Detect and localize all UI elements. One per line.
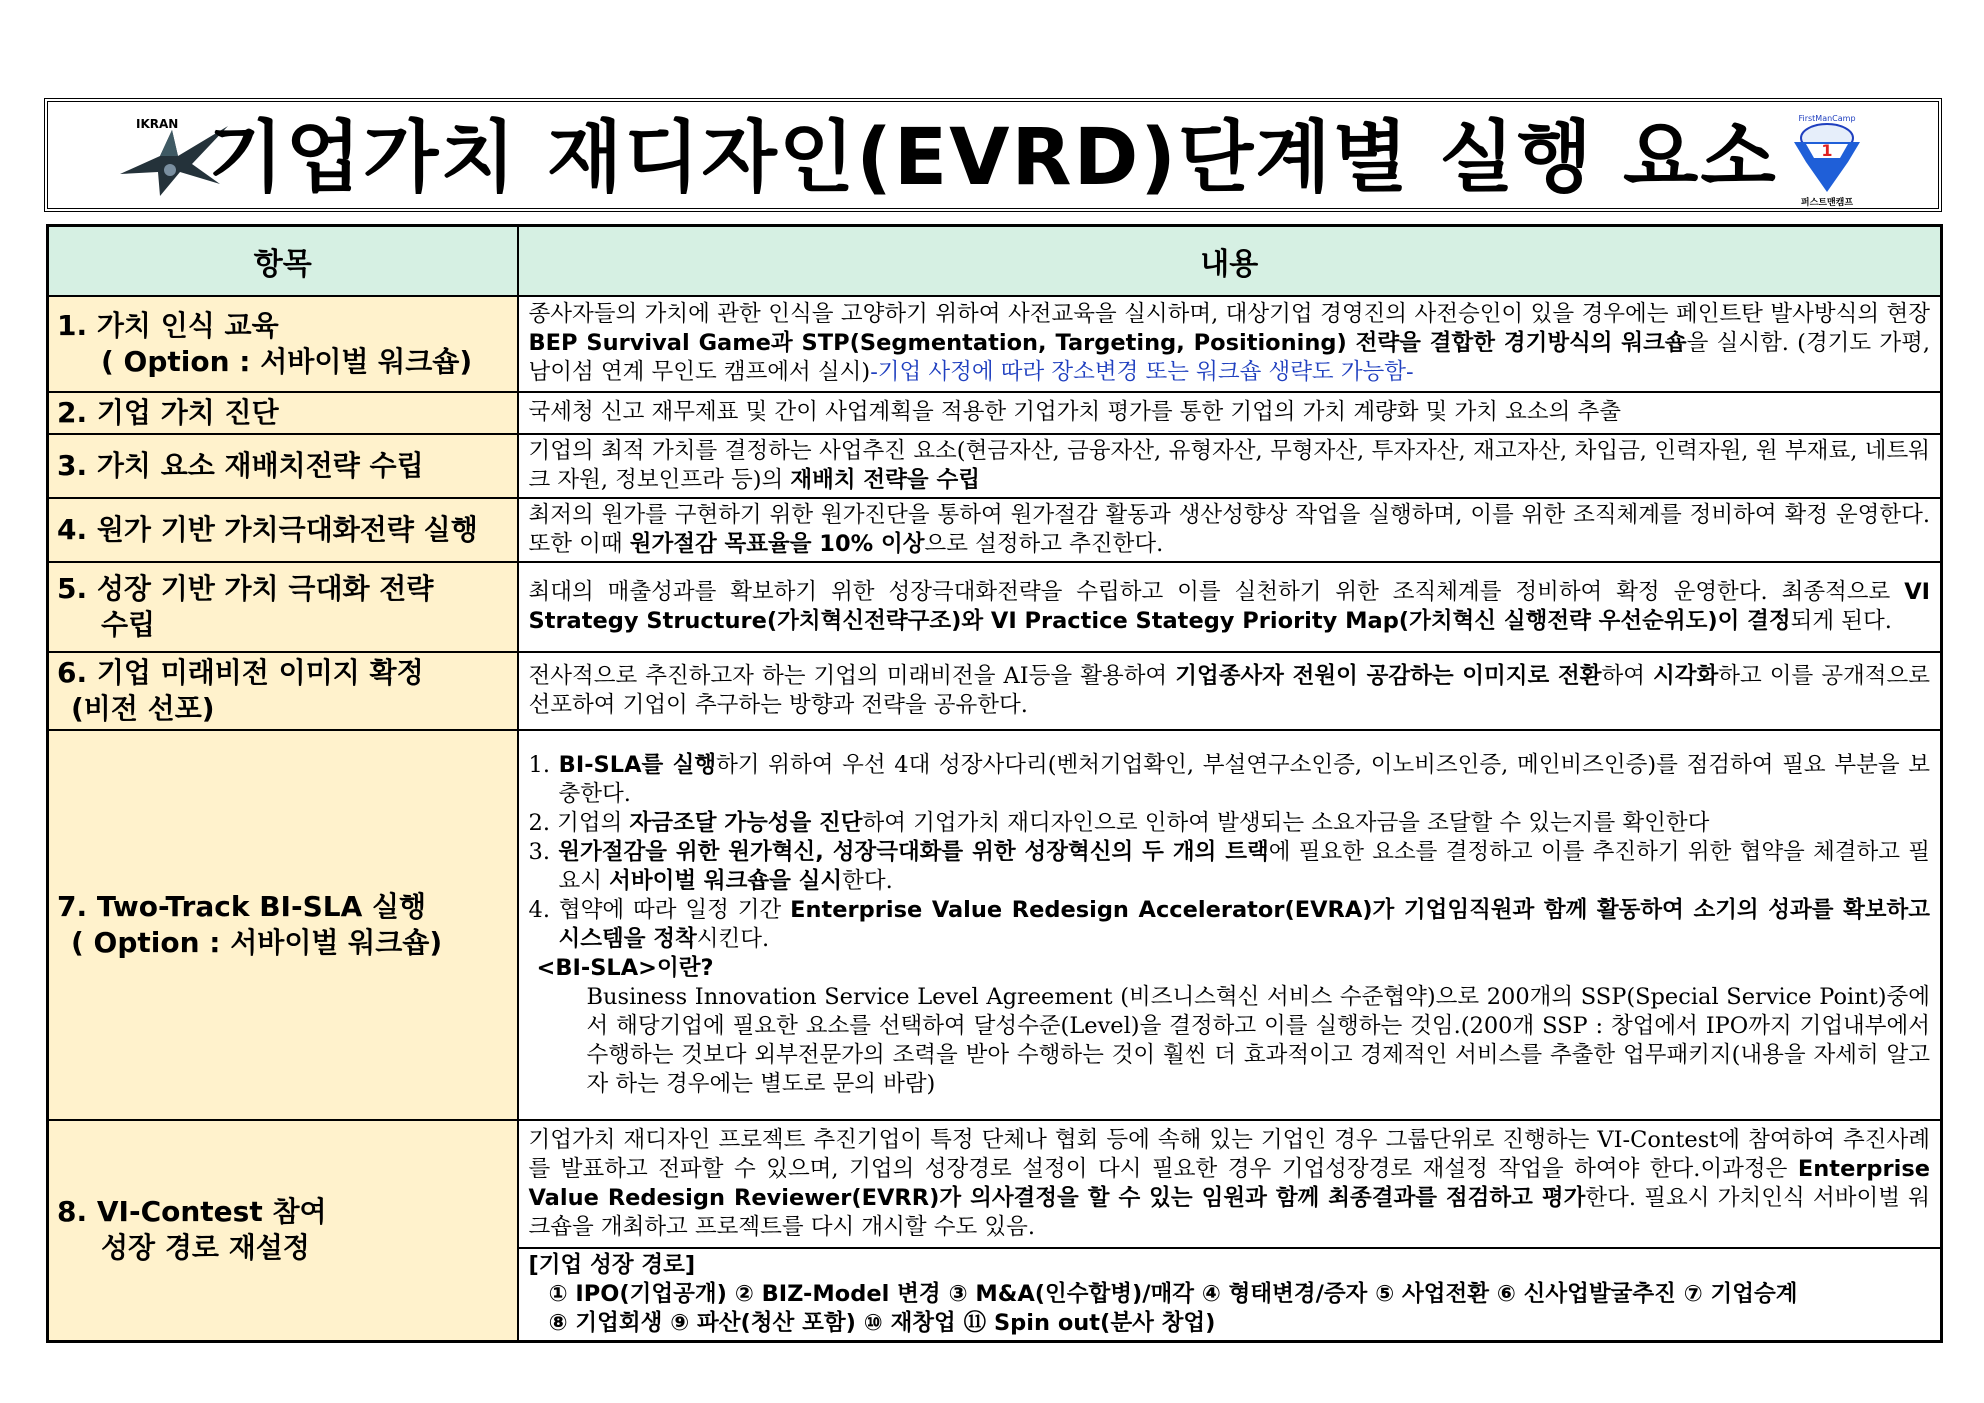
growth-path-cell (518, 1248, 1942, 1342)
bi-sla-note-title: <BI-SLA>이란? (536, 954, 714, 981)
row-content-4 (518, 498, 1942, 562)
table-row (48, 652, 1942, 730)
column-header-item: 항목 (48, 226, 518, 296)
item-subtitle: 성장 경로 재설정 (101, 1231, 310, 1264)
bi-sla-note-body: Business Innovation Service Level Agreement (비즈니스혁신 서비스 수준협약)으로 200개의 SSP(Special Service Point)중에서 해당기업에 필요한 요소를 선택하여 달성수준(Level)을 결정하고 이를 실행하는 것임.(200개 SSP : 창업에서 IPO까지 기업내부에서 수행하는 것보다 외부전문가의 조력을 받아 수행하는 것이 훨씬 더 효과적이고 경제적인 서비스를 추출한 업무패키지(내용을 자세히 알고자 하는 경우에는 별도로 문의 바람) (586, 983, 1930, 1097)
row-content-5 (518, 562, 1942, 652)
content-text: 기업가치 재디자인 프로젝트 추진기업이 특정 단체나 협회 등에 속해 있는 기업인 경우 그룹단위로 진행하는 VI-Contest에 참여하여 추진사례를 발표하고 전파할 수 있으며, 기업의 성장경로 설정이 다시 필요한 경우 기업성장경로 재설정 작업을 하여야 한다.이과정은 (528, 1126, 1930, 1182)
execution-elements-table (46, 224, 1943, 1343)
content-bold-text: 시각화 (1653, 662, 1719, 689)
item-subtitle: ( Option : 서바이벌 워크숍) (71, 925, 443, 959)
logo-right-text: FirstManCamp (1798, 114, 1856, 123)
content-bold-text: 기업종사자 전원이 공감하는 이미지로 전환 (1175, 662, 1602, 689)
table-row (48, 730, 1942, 1120)
item-subtitle: ( Option : 서바이벌 워크숍) (101, 344, 473, 378)
item-title: 5. 성장 기반 가치 극대화 전략 (57, 571, 434, 605)
item-title: 8. VI-Contest 참여 (57, 1195, 327, 1228)
row-item-8 (48, 1120, 518, 1342)
content-text: 되게 된다. (1790, 607, 1892, 634)
content-blue-note: -기업 사정에 따라 장소변경 또는 워크숍 생략도 가능함- (870, 359, 1414, 385)
row-item-6 (48, 652, 518, 730)
item-title: 3. 가치 요소 재배치전략 수립 (57, 448, 424, 482)
content-bold-text: VI Strategy Structure(가치혁신전략구조)와 VI Practice Stategy Priority Map(가치혁신 실행전략 우선순위도)이 결정 (528, 578, 1930, 634)
content-text: 하여 (1601, 662, 1654, 689)
content-bold-text: Enterprise Value Redesign Reviewer(EVRR)가 의사결정을 할 수 있는 임원과 함께 최종결과를 점검하고 평가 (528, 1155, 1930, 1211)
content-text: 최대의 매출성과를 확보하기 위한 성장극대화전략을 수립하고 이를 실천하기 위한 조직체계를 정비하여 확정 운영한다. 최종적으로 (528, 578, 1905, 605)
row-content-3 (518, 434, 1942, 498)
logo-right-caption: 퍼스트맨캠프 (1800, 198, 1854, 208)
row-item-4 (48, 498, 518, 562)
item-subtitle: 수립 (101, 607, 156, 641)
row-item-1 (48, 296, 518, 392)
title-banner (44, 98, 1942, 212)
item-title: 6. 기업 미래비전 이미지 확정 (57, 655, 424, 689)
table-row (48, 296, 1942, 392)
content-text: 국세청 신고 재무제표 및 간이 사업계획을 적용한 기업가치 평가를 통한 기업의 가치 계량화 및 가치 요소의 추출 (528, 399, 1622, 425)
row-item-5 (48, 562, 518, 652)
list-item: 4. 협약에 따라 일정 기간 Enterprise Value Redesign Accelerator(EVRA)가 기업임직원과 함께 활동하여 소기의 성과를 확보하고 시스템을 정착시킨다. (528, 896, 1931, 952)
row-item-7 (48, 730, 518, 1120)
content-text: 종사자들의 가치에 관한 인식을 고양하기 위하여 사전교육을 실시하며, 대상기업 경영진의 사전승인이 있을 경우에는 페인트탄 발사방식의 현장 (528, 301, 1930, 327)
item-title: 1. 가치 인식 교육 (57, 308, 279, 342)
content-text: 한다. 필요시 가치인식 서바이벌 워크숍을 개최하고 프로젝트를 다시 개시할 수도 있음. (528, 1184, 1930, 1240)
row-content-1 (518, 296, 1942, 392)
content-bold-text: BEP Survival Game과 STP(Segmentation, Targeting, Positioning) 전략을 결합한 경기방식의 워크숍 (528, 330, 1687, 356)
row-item-2 (48, 392, 518, 434)
item-title: 2. 기업 가치 진단 (57, 395, 279, 429)
content-text: 최저의 원가를 구현하기 위한 원가진단을 통하여 원가절감 활동과 생산성향상 작업을 실행하며, 이를 위한 조직체계를 정비하여 확정 운영한다. 또한 이때 (528, 501, 1930, 557)
row-content-8 (518, 1120, 1942, 1248)
content-text: 을 실시함. (경기도 가평, 남이섬 연계 무인도 캠프에서 실시) (528, 330, 1930, 385)
page-title: 기업가치 재디자인(EVRD)단계별 실행 요소 (208, 113, 1778, 203)
content-text: 기업의 최적 가치를 결정하는 사업추진 요소(현금자산, 금융자산, 유형자산, 무형자산, 투자자산, 재고자산, 차입금, 인력자원, 원 부재료, 네트워크 자원, 정보인프라 등)의 (528, 437, 1930, 493)
column-header-content: 내용 (518, 226, 1942, 296)
table-row (48, 1120, 1942, 1248)
growth-path-line: ① IPO(기업공개) ② BIZ-Model 변경 ③ M&A(인수합병)/매각 ④ 형태변경/증자 ⑤ 사업전환 ⑥ 신사업발굴추진 ⑦ 기업승계 (548, 1280, 1798, 1307)
table-row (48, 434, 1942, 498)
growth-path-title: [기업 성장 경로] (528, 1251, 696, 1278)
item-subtitle: (비전 선포) (71, 691, 215, 725)
firstman-camp-logo-icon (1772, 108, 1882, 208)
table-row (48, 392, 1942, 434)
row-item-3 (48, 434, 518, 498)
row-content-6 (518, 652, 1942, 730)
logo-left-text: IKRAN (136, 117, 179, 131)
content-text: 전사적으로 추진하고자 하는 기업의 미래비전을 AI등을 활용하여 (528, 662, 1176, 689)
table-row (48, 562, 1942, 652)
growth-path-line: ⑧ 기업회생 ⑨ 파산(청산 포함) ⑩ 재창업 ⑪ Spin out(분사 창업) (548, 1309, 1216, 1336)
item-title: 7. Two-Track BI-SLA 실행 (57, 889, 427, 923)
row-content-2 (518, 392, 1942, 434)
content-text: 으로 설정하고 추진한다. (924, 530, 1164, 557)
content-text: 하고 이를 공개적으로 선포하여 기업이 추구하는 방향과 전략을 공유한다. (528, 662, 1930, 718)
content-bold-text: 재배치 전략을 수립 (790, 466, 980, 493)
logo-right-number: 1 (1821, 141, 1833, 160)
list-item: 2. 기업의 자금조달 가능성을 진단하여 기업가치 재디자인으로 인하여 발생되는 소요자금을 조달할 수 있는지를 확인한다 (528, 809, 1710, 836)
content-bold-text: 원가절감 목표율을 10% 이상 (629, 530, 925, 557)
list-item: 1. BI-SLA를 실행하기 위하여 우선 4대 성장사다리(벤처기업확인, 부설연구소인증, 이노비즈인증, 메인비즈인증)를 점검하여 필요 부분을 보충한다. (528, 751, 1930, 807)
table-row (48, 498, 1942, 562)
list-item: 3. 원가절감을 위한 원가혁신, 성장극대화를 위한 성장혁신의 두 개의 트랙에 필요한 요소를 결정하고 이를 추진하기 위한 협약을 체결하고 필요시 서바이벌 워크숍을 실시한다. (528, 838, 1931, 894)
item-title: 4. 원가 기반 가치극대화전략 실행 (57, 512, 478, 546)
row-content-7 (518, 730, 1942, 1120)
table-header-row (48, 226, 1942, 296)
